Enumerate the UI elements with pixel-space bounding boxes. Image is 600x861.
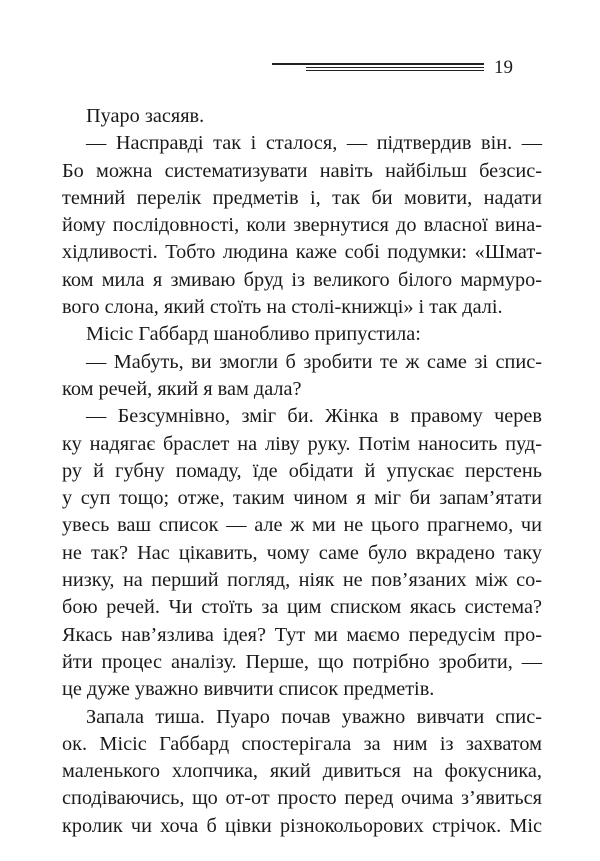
rule-line-thick	[272, 63, 484, 65]
rule-line-thin	[306, 67, 484, 68]
text-line: — Насправді так і сталося, — підтвердив він. —	[86, 132, 542, 155]
text-line: вого слона, який стоїть на столі-книжці» і так далі.	[62, 296, 503, 319]
text-line: кролик чи хоча б цівки різнокольорових стрічок. Міс	[62, 814, 542, 837]
text-line: низку, на перший погляд, ніяк не пов’язаних між со-	[62, 569, 542, 592]
text-line: Запала тиша. Пуаро почав уважно вивчати спис-	[86, 705, 542, 728]
text-line: сподіваючись, що от-от просто перед очима з’явиться	[62, 787, 542, 810]
text-line: бою речей. Чи стоїть за цим списком якась система?	[62, 596, 542, 619]
text-line: у суп тощо; отже, таким чином я міг би запам’ятати	[62, 487, 542, 510]
text-line: ком мила я змиваю бруд із великого білого мармуро-	[62, 268, 542, 291]
text-line: не так? Нас цікавить, чому саме було вкрадено таку	[62, 541, 542, 564]
text-line: Пуаро засяяв.	[86, 105, 205, 127]
rule-line-thin	[306, 70, 484, 71]
body-text	[62, 103, 542, 840]
text-line: ру й губну помаду, їде обідати й упускає перстень	[62, 459, 542, 482]
text-line: Якась нав’язлива ідея? Тут ми маємо передусім про-	[62, 623, 542, 646]
text-line: увесь ваш список — але ж ми не цього прагнемо, чи	[62, 514, 542, 537]
text-line: — Безсумнівно, зміг би. Жінка в правому черев	[86, 405, 542, 428]
text-line: ок. Місіс Габбард спостерігала за ним із захватом	[62, 732, 542, 755]
text-line: йому послідовності, коли звернутися до власної вина-	[62, 214, 542, 237]
text-line: хідливості. Тобто людина каже собі подумки: «Шмат-	[62, 241, 542, 264]
text-line: Бо можна систематизувати навіть найбільш безсис-	[62, 159, 542, 182]
text-line: ком речей, який я вам дала?	[62, 377, 302, 400]
text-line: йти процес аналізу. Перше, що потрібно зробити, —	[62, 650, 542, 673]
text-line: — Мабуть, ви змогли б зробити те ж саме зі спис-	[86, 350, 542, 373]
text-line: ку надягає браслет на ліву руку. Потім наносить пуд-	[62, 432, 542, 455]
header-rule	[272, 60, 484, 72]
text-line: це дуже уважно вивчити список предметів.	[62, 678, 435, 701]
text-line: темний перелік предметів і, так би мовити, надати	[62, 186, 542, 209]
text-line: маленького хлопчика, який дивиться на фокусника,	[62, 760, 542, 783]
page-number: 19	[494, 57, 513, 78]
text-line: Місіс Габбард шанобливо припустила:	[86, 323, 421, 346]
